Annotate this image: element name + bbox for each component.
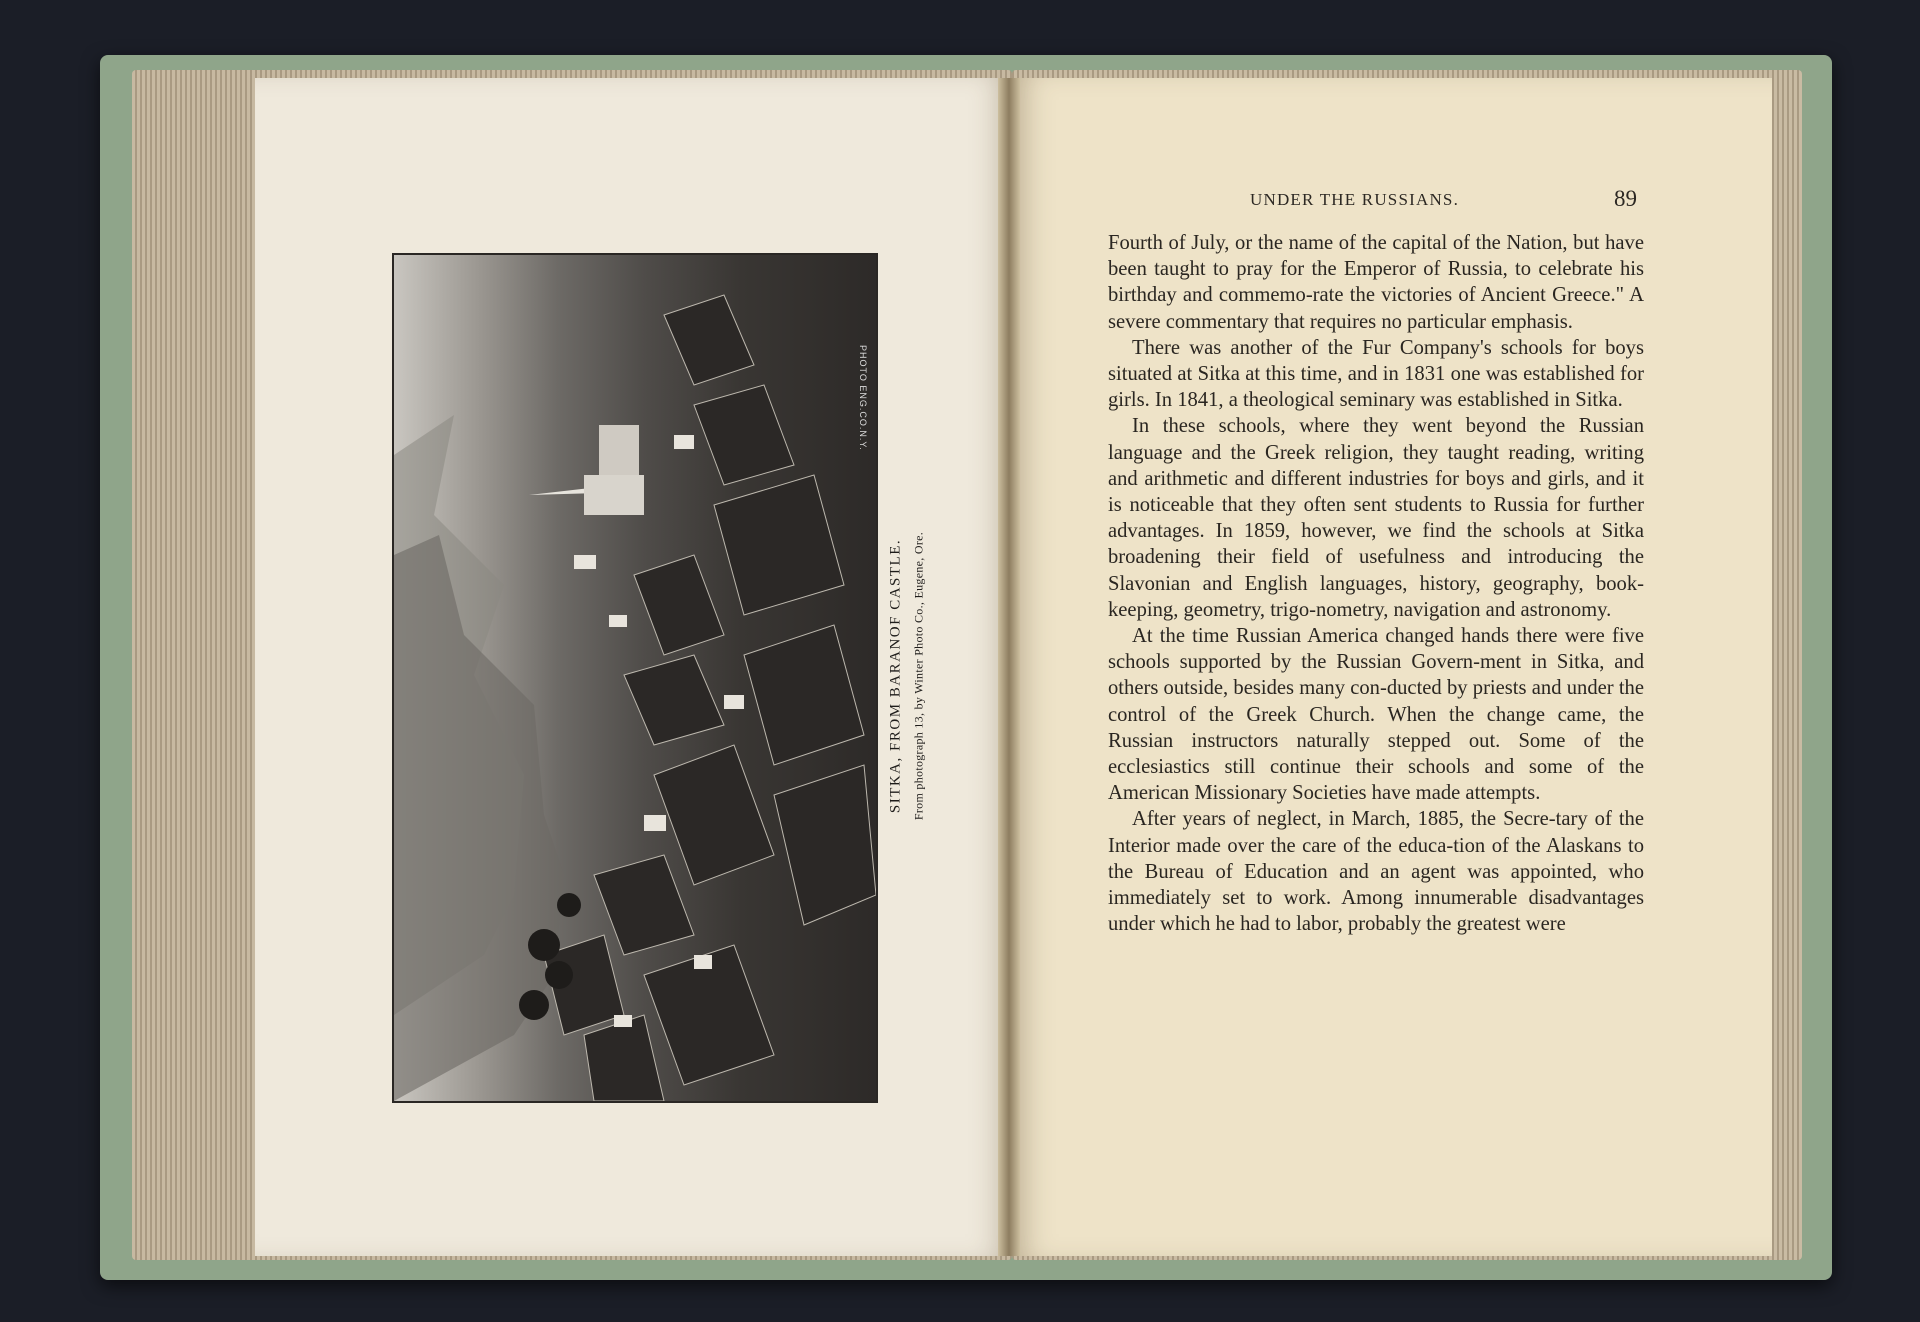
paragraph: Fourth of July, or the name of the capital of the Nation, but have been taught to pray for the Emperor of Russia, to celebrate his birthday and commemo-rate the victories of Ancient Greece." A severe commentary that requires no particular emphasis. — [1108, 232, 1644, 333]
book-gutter — [998, 78, 1020, 1256]
photo-scene — [394, 255, 876, 1101]
plate-credit: PHOTO ENG.CO.N.Y. — [858, 345, 868, 451]
paragraph: After years of neglect, in March, 1885, the Secre-tary of the Interior made over the care of the educa-tion of the Alaskans to the Bureau of Education and an agent was appointed, who immediately set to work. Among innumerable disadvantages under which he had to labor, probably the greatest were — [1108, 808, 1644, 936]
paragraph: There was another of the Fur Company's schools for boys situated at Sitka at this time, and in 1831 one was established for girls. In 1841, a theological seminary was established in Sitka. — [1108, 336, 1644, 412]
paragraph: In these schools, where they went beyond the Russian language and the Greek religion, they taught reading, writing and arithmetic and different industries for boys and girls, and it is noticeable that they often sent students to Russia for further advantages. In 1859, however, we find the schools at Sitka broadening their field of usefulness and introducing the Slavonian and English languages, history, geography, book-keeping, geometry, trigo-nometry, navigation and astronomy. — [1108, 415, 1644, 621]
paragraph: At the time Russian America changed hands there were five schools supported by the Russian Govern-ment in Sitka, and others outside, besides many con-ducted by priests and under the control of the Greek Church. When the change came, the Russian instructors naturally stepped out. Some of the ecclesiastics still continue their schools and some of the American Missionary Societies have made attempts. — [1108, 625, 1644, 805]
running-head: UNDER THE RUSSIANS. — [1250, 190, 1460, 209]
caption-source: From photograph 13, by Winter Photo Co., Eugene, Ore. — [911, 531, 926, 821]
body-text — [1108, 230, 1644, 937]
page-number: 89 — [1614, 186, 1637, 211]
caption-title: SITKA, FROM BARANOF CASTLE. — [887, 538, 904, 814]
sitka-photograph — [392, 253, 878, 1103]
